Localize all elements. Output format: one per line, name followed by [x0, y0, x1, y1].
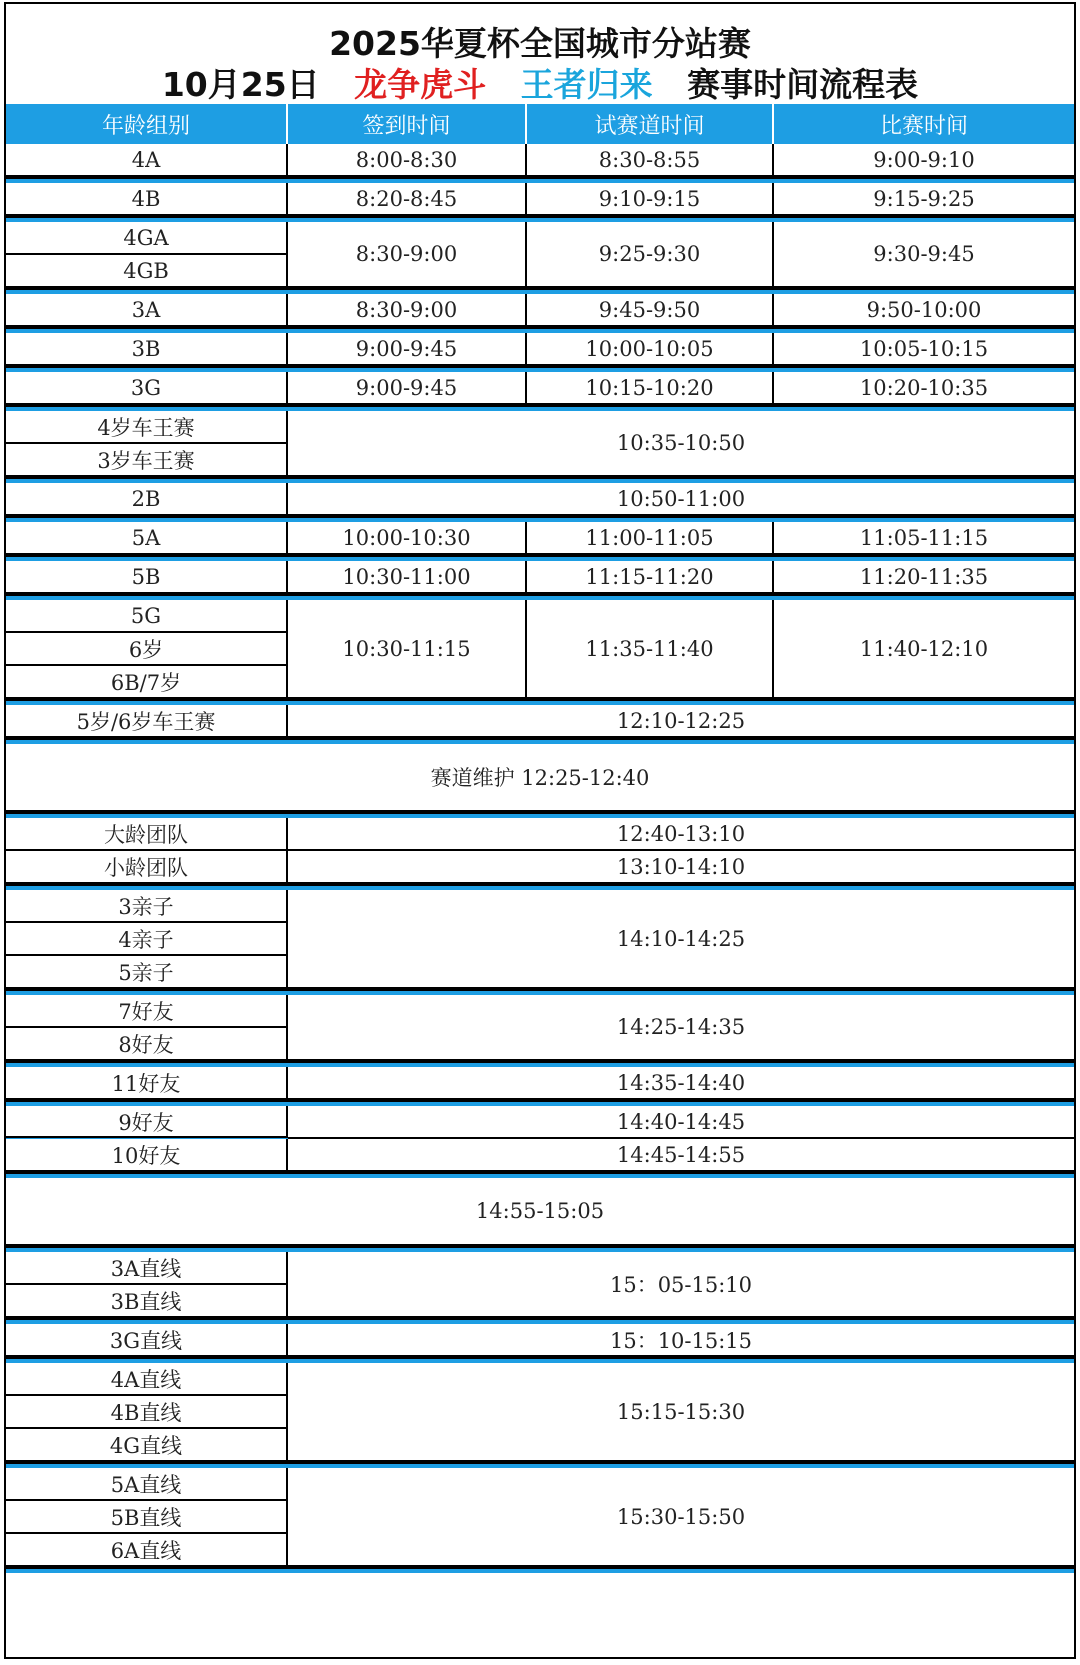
race-time: 10:05-10:15: [774, 333, 1074, 366]
merged-time: 12:10-12:25: [288, 705, 1074, 738]
merged-time: 14:25-14:35: [288, 995, 1074, 1061]
signin-time: 8:30-9:00: [288, 294, 527, 327]
signin-time: 9:00-9:45: [288, 333, 527, 366]
signin-time: 10:30-11:15: [288, 600, 527, 699]
merged-time: 14:45-14:55: [288, 1139, 1074, 1172]
race-time: 9:30-9:45: [774, 222, 1074, 288]
break-row: 14:55-15:05: [6, 1178, 1074, 1246]
signin-time: 9:00-9:45: [288, 372, 527, 405]
merged-time: 13:10-14:10: [288, 851, 1074, 884]
trial-time: 9:45-9:50: [527, 294, 774, 327]
group-label: 5A: [6, 522, 288, 555]
bottom-band: [6, 1567, 1074, 1573]
group-label: 3A: [6, 294, 288, 327]
race-time: 11:05-11:15: [774, 522, 1074, 555]
merged-time: 10:35-10:50: [288, 411, 1074, 477]
column-header: 签到时间: [288, 104, 527, 144]
column-header: 比赛时间: [774, 104, 1074, 144]
group-label: 3岁车王赛: [6, 444, 288, 477]
schedule-sheet: [4, 2, 1076, 1659]
race-time: 9:50-10:00: [774, 294, 1074, 327]
group-label: 5B: [6, 561, 288, 594]
trial-time: 9:10-9:15: [527, 183, 774, 216]
trial-time: 10:00-10:05: [527, 333, 774, 366]
group-label: 3A直线: [6, 1252, 288, 1285]
title-line-1: 2025华夏杯全国城市分站赛: [329, 24, 751, 63]
group-label: 4A: [6, 144, 288, 177]
group-label: 大龄团队: [6, 818, 288, 851]
column-header: 年龄组别: [6, 104, 288, 144]
signin-time: 8:00-8:30: [288, 144, 527, 177]
group-label: 9好友: [6, 1106, 288, 1139]
merged-time: 14:40-14:45: [288, 1106, 1074, 1139]
merged-time: 14:10-14:25: [288, 890, 1074, 989]
group-label: 10好友: [6, 1139, 288, 1172]
trial-time: 11:35-11:40: [527, 600, 774, 699]
race-time: 9:15-9:25: [774, 183, 1074, 216]
trial-time: 10:15-10:20: [527, 372, 774, 405]
merged-time: 15：10-15:15: [288, 1324, 1074, 1357]
merged-time: 15:15-15:30: [288, 1363, 1074, 1462]
group-label: 5亲子: [6, 956, 288, 989]
title-date: 10月25日: [161, 65, 320, 104]
group-label: 4B直线: [6, 1396, 288, 1429]
group-label: 4B: [6, 183, 288, 216]
column-header: 试赛道时间: [527, 104, 774, 144]
group-label: 3G: [6, 372, 288, 405]
group-label: 4A直线: [6, 1363, 288, 1396]
group-label: 5A直线: [6, 1468, 288, 1501]
group-label: 小龄团队: [6, 851, 288, 884]
group-label: 4G直线: [6, 1429, 288, 1462]
group-label: 5G: [6, 600, 288, 633]
group-label: 4GB: [6, 255, 288, 288]
group-label: 6岁: [6, 633, 288, 666]
trial-time: 8:30-8:55: [527, 144, 774, 177]
group-label: 5岁/6岁车王赛: [6, 705, 288, 738]
race-time: 11:40-12:10: [774, 600, 1074, 699]
trial-time: 9:25-9:30: [527, 222, 774, 288]
group-label: 11好友: [6, 1067, 288, 1100]
group-label: 6B/7岁: [6, 666, 288, 699]
group-label: 5B直线: [6, 1501, 288, 1534]
group-label: 6A直线: [6, 1534, 288, 1567]
group-label: 4岁车王赛: [6, 411, 288, 444]
race-time: 10:20-10:35: [774, 372, 1074, 405]
group-label: 3G直线: [6, 1324, 288, 1357]
signin-time: 10:00-10:30: [288, 522, 527, 555]
group-label: 3B: [6, 333, 288, 366]
group-label: 3亲子: [6, 890, 288, 923]
group-label: 4亲子: [6, 923, 288, 956]
race-time: 11:20-11:35: [774, 561, 1074, 594]
merged-time: 14:35-14:40: [288, 1067, 1074, 1100]
merged-time: 12:40-13:10: [288, 818, 1074, 851]
title-slogan-red: 龙争虎斗: [354, 65, 487, 104]
schedule-table: [6, 4, 1074, 1657]
group-label: 2B: [6, 483, 288, 516]
merged-time: 15:30-15:50: [288, 1468, 1074, 1567]
trial-time: 11:00-11:05: [527, 522, 774, 555]
group-label: 3B直线: [6, 1285, 288, 1318]
merged-time: 10:50-11:00: [288, 483, 1074, 516]
signin-time: 8:30-9:00: [288, 222, 527, 288]
group-label: 8好友: [6, 1028, 288, 1061]
race-time: 9:00-9:10: [774, 144, 1074, 177]
title-slogan-blue: 王者归来: [520, 65, 653, 104]
trial-time: 11:15-11:20: [527, 561, 774, 594]
signin-time: 10:30-11:00: [288, 561, 527, 594]
merged-time: 15：05-15:10: [288, 1252, 1074, 1318]
group-label: 7好友: [6, 995, 288, 1028]
group-label: 4GA: [6, 222, 288, 255]
break-row: 赛道维护 12:25-12:40: [6, 744, 1074, 812]
title-tail: 赛事时间流程表: [687, 65, 919, 104]
signin-time: 8:20-8:45: [288, 183, 527, 216]
